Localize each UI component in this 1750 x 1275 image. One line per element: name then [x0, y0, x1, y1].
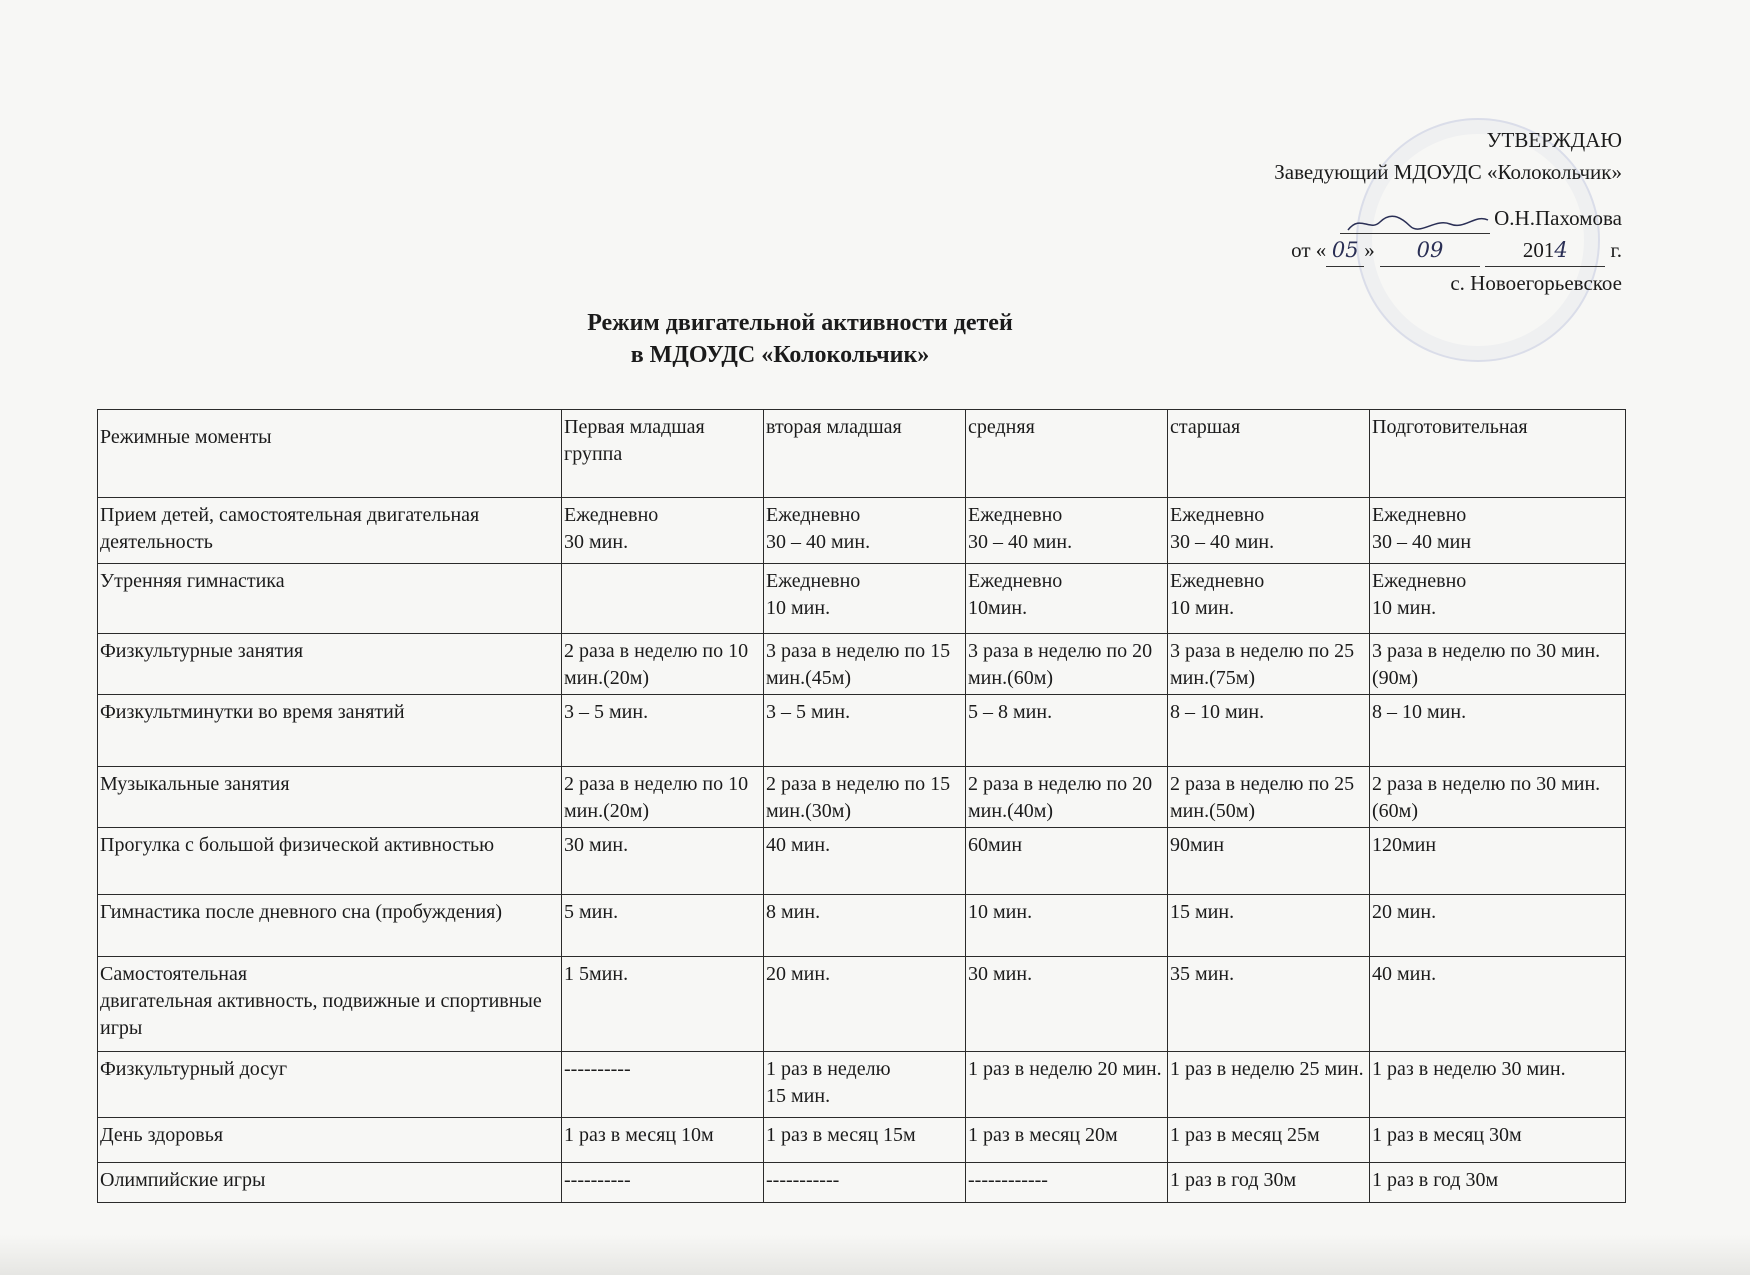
group-value-cell: 1 5мин.: [562, 957, 764, 1052]
date-suffix: г.: [1610, 238, 1622, 262]
date-prefix: от «: [1291, 238, 1327, 262]
column-header: Первая младшая группа: [562, 410, 764, 498]
group-value-cell: Ежедневно 10мин.: [966, 564, 1168, 634]
table-row: [98, 957, 1626, 1052]
scan-edge: [0, 1235, 1750, 1275]
table-row: [98, 895, 1626, 957]
date-year: [1485, 234, 1605, 267]
column-header: вторая младшая: [764, 410, 966, 498]
table-row: [98, 828, 1626, 895]
signature-line: [1102, 202, 1622, 234]
group-value-cell: 3 раза в неделю по 30 мин.(90м): [1370, 634, 1626, 695]
table-row: [98, 1163, 1626, 1203]
group-value-cell: 1 раз в месяц 20м: [966, 1118, 1168, 1163]
approval-village: с. Новоегорьевское: [1450, 271, 1622, 295]
table-row: [98, 1118, 1626, 1163]
activity-name-cell: День здоровья: [98, 1118, 562, 1163]
group-value-cell: 1 раз в неделю 25 мин.: [1168, 1052, 1370, 1118]
group-value-cell: Ежедневно 10 мин.: [1370, 564, 1626, 634]
table-row: [98, 1052, 1626, 1118]
group-value-cell: 8 – 10 мин.: [1168, 695, 1370, 767]
activity-name-cell: Олимпийские игры: [98, 1163, 562, 1203]
date-separator: »: [1364, 238, 1375, 262]
approval-heading: УТВЕРЖДАЮ: [1486, 128, 1622, 152]
activity-name-cell: Прогулка с большой физической активностью: [98, 828, 562, 895]
group-value-cell: 1 раз в месяц 25м: [1168, 1118, 1370, 1163]
signature-name: О.Н.Пахомова: [1494, 206, 1622, 230]
group-value-cell: 15 мин.: [1168, 895, 1370, 957]
date-year-suffix: 4: [1554, 238, 1568, 262]
activity-name-cell: Самостоятельная двигательная активность, подвижные и спортивные игры: [98, 957, 562, 1052]
group-value-cell: 3 раза в неделю по 15 мин.(45м): [764, 634, 966, 695]
date-month: 09: [1380, 234, 1480, 267]
group-value-cell: ----------: [562, 1052, 764, 1118]
group-value-cell: 2 раза в неделю по 15 мин.(30м): [764, 767, 966, 828]
group-value-cell: 8 – 10 мин.: [1370, 695, 1626, 767]
group-value-cell: 5 – 8 мин.: [966, 695, 1168, 767]
table-header-row: [98, 410, 1626, 498]
activity-name-cell: Утренняя гимнастика: [98, 564, 562, 634]
group-value-cell: Ежедневно 10 мин.: [764, 564, 966, 634]
group-value-cell: 2 раза в неделю по 10 мин.(20м): [562, 767, 764, 828]
group-value-cell: 1 раз в неделю 15 мин.: [764, 1052, 966, 1118]
group-value-cell: 3 – 5 мин.: [764, 695, 966, 767]
group-value-cell: 3 раза в неделю по 20 мин.(60м): [966, 634, 1168, 695]
group-value-cell: 1 раз в месяц 30м: [1370, 1118, 1626, 1163]
page-title: [440, 307, 1160, 371]
group-value-cell: Ежедневно 30 – 40 мин.: [966, 498, 1168, 564]
activity-name-cell: Гимнастика после дневного сна (пробуждения): [98, 895, 562, 957]
group-value-cell: 8 мин.: [764, 895, 966, 957]
activity-name-cell: Музыкальные занятия: [98, 767, 562, 828]
group-value-cell: Ежедневно 30 – 40 мин.: [764, 498, 966, 564]
group-value-cell: 90мин: [1168, 828, 1370, 895]
table-row: [98, 634, 1626, 695]
group-value-cell: Ежедневно 30 – 40 мин.: [1168, 498, 1370, 564]
date-line: [1102, 234, 1622, 267]
group-value-cell: Ежедневно 10 мин.: [1168, 564, 1370, 634]
group-value-cell: 60мин: [966, 828, 1168, 895]
column-header: старшая: [1168, 410, 1370, 498]
group-value-cell: 120мин: [1370, 828, 1626, 895]
title-line-2: в МДОУДС «Колокольчик»: [630, 342, 930, 368]
table-row: [98, 564, 1626, 634]
activity-name-cell: Физкультурные занятия: [98, 634, 562, 695]
activity-name-cell: Физкультминутки во время занятий: [98, 695, 562, 767]
group-value-cell: 5 мин.: [562, 895, 764, 957]
group-value-cell: 10 мин.: [966, 895, 1168, 957]
group-value-cell: -----------: [764, 1163, 966, 1203]
group-value-cell: 3 раза в неделю по 25 мин.(75м): [1168, 634, 1370, 695]
group-value-cell: 1 раз в год 30м: [1370, 1163, 1626, 1203]
activity-schedule-table: [97, 409, 1626, 1203]
group-value-cell: 2 раза в неделю по 30 мин.(60м): [1370, 767, 1626, 828]
group-value-cell: Ежедневно 30 – 40 мин: [1370, 498, 1626, 564]
activity-name-cell: Прием детей, самостоятельная двигательная деятельность: [98, 498, 562, 564]
column-header: Подготовительная: [1370, 410, 1626, 498]
date-day: 05: [1326, 234, 1364, 267]
handwritten-signature: [1340, 212, 1490, 234]
group-value-cell: 1 раз в неделю 20 мин.: [966, 1052, 1168, 1118]
approval-block: [1102, 124, 1622, 299]
table-row: [98, 767, 1626, 828]
group-value-cell: 40 мин.: [1370, 957, 1626, 1052]
group-value-cell: 3 – 5 мин.: [562, 695, 764, 767]
group-value-cell: 20 мин.: [764, 957, 966, 1052]
approval-position: Заведующий МДОУДС «Колокольчик»: [1274, 160, 1622, 184]
signature-blank: [1340, 211, 1490, 234]
column-header: средняя: [966, 410, 1168, 498]
group-value-cell: [562, 564, 764, 634]
group-value-cell: 1 раз в неделю 30 мин.: [1370, 1052, 1626, 1118]
group-value-cell: 1 раз в месяц 15м: [764, 1118, 966, 1163]
group-value-cell: 30 мин.: [966, 957, 1168, 1052]
table-row: [98, 498, 1626, 564]
activity-name-cell: Физкультурный досуг: [98, 1052, 562, 1118]
table-row: [98, 695, 1626, 767]
group-value-cell: 2 раза в неделю по 20 мин.(40м): [966, 767, 1168, 828]
group-value-cell: 2 раза в неделю по 10 мин.(20м): [562, 634, 764, 695]
group-value-cell: 35 мин.: [1168, 957, 1370, 1052]
group-value-cell: Ежедневно 30 мин.: [562, 498, 764, 564]
group-value-cell: ----------: [562, 1163, 764, 1203]
group-value-cell: 20 мин.: [1370, 895, 1626, 957]
group-value-cell: 40 мин.: [764, 828, 966, 895]
date-year-prefix: 201: [1522, 238, 1555, 262]
group-value-cell: 2 раза в неделю по 25 мин.(50м): [1168, 767, 1370, 828]
title-line-1: Режим двигательной активности детей: [587, 310, 1013, 336]
group-value-cell: 30 мин.: [562, 828, 764, 895]
group-value-cell: ------------: [966, 1163, 1168, 1203]
column-header: Режимные моменты: [98, 410, 562, 498]
group-value-cell: 1 раз в год 30м: [1168, 1163, 1370, 1203]
group-value-cell: 1 раз в месяц 10м: [562, 1118, 764, 1163]
